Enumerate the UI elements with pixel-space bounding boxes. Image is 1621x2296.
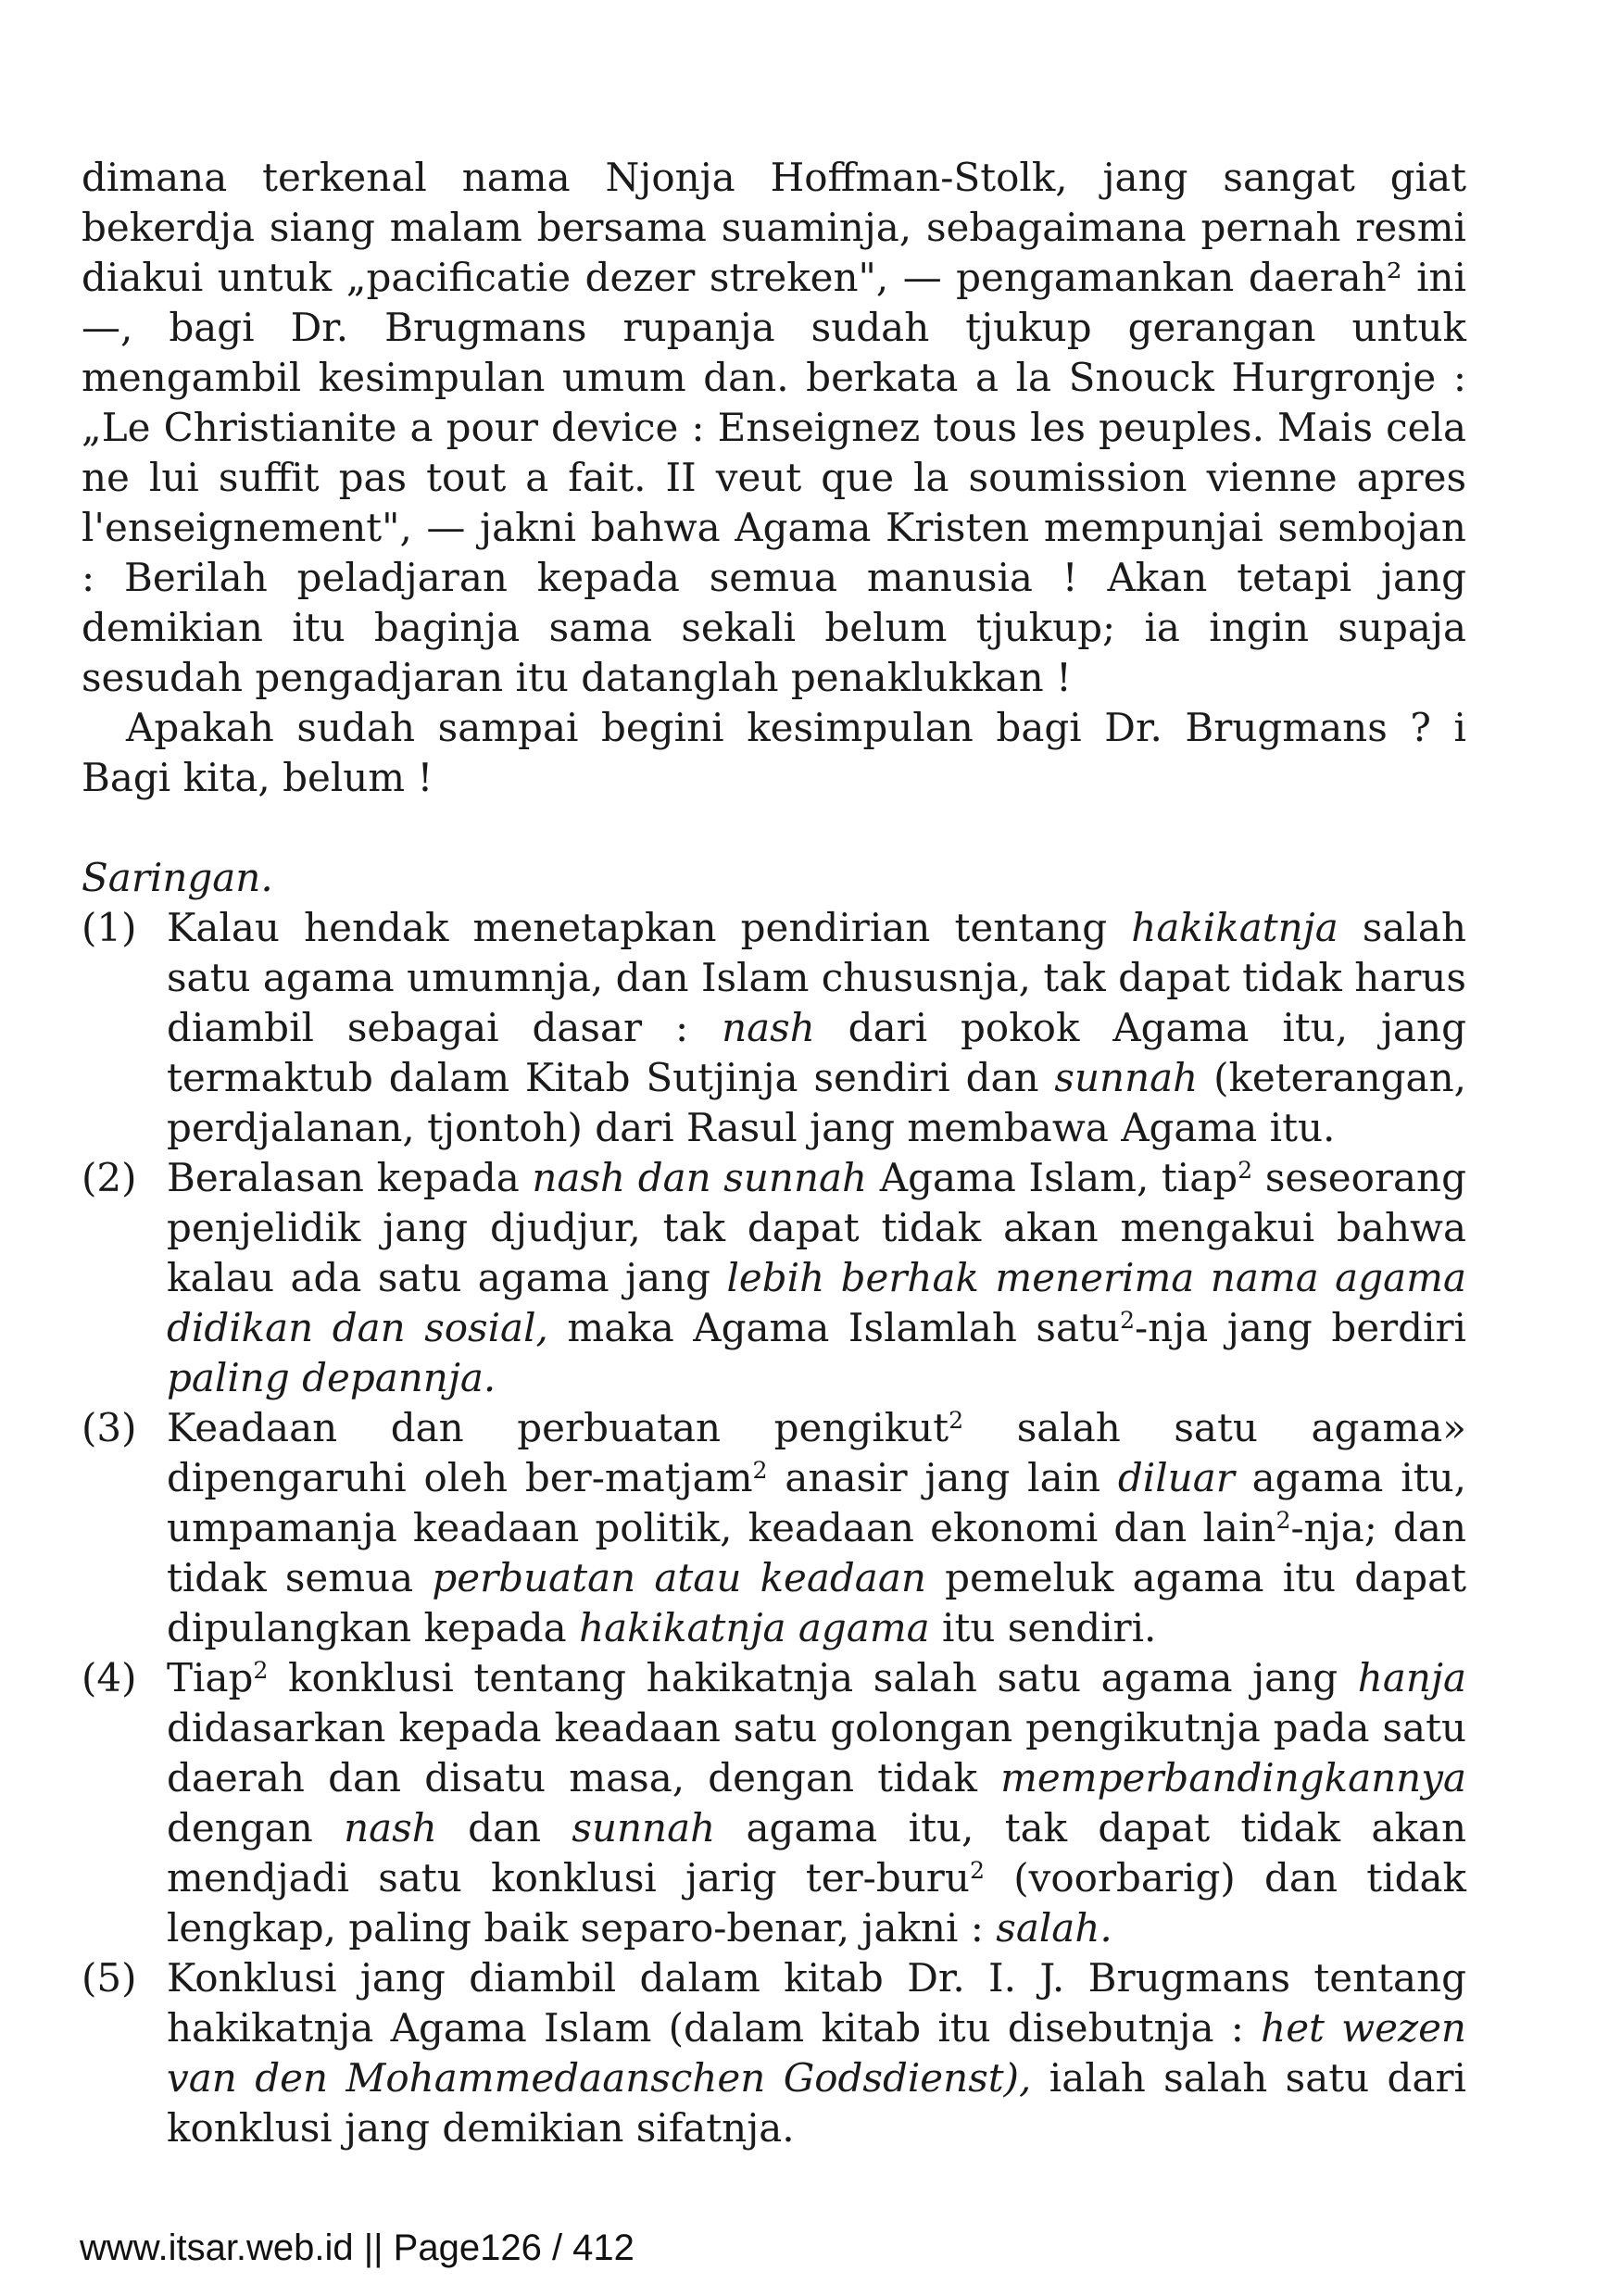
italic-text: hakikatnja bbox=[1131, 905, 1338, 950]
text-run: seseorang penjelidik jang djudjur, tak dapat tidak akan mengakui bahwa kalau ada satu agama jang bbox=[167, 1155, 1466, 1300]
superscript: 2 bbox=[253, 1657, 269, 1685]
saringan-heading: Saringan. bbox=[82, 855, 273, 900]
item-number: (2) bbox=[82, 1155, 137, 1200]
text-run: anasir jang lain bbox=[767, 1455, 1118, 1500]
italic-text: sunnah bbox=[572, 1805, 716, 1851]
superscript: 2 bbox=[1119, 1307, 1135, 1335]
text-run: salah satu agama umumnja, dan Islam chususnja, tak dapat tidak harus diambil sebagai dasar : bbox=[167, 905, 1466, 1050]
italic-text: diluar bbox=[1117, 1455, 1235, 1500]
item-number: (5) bbox=[82, 1955, 137, 2001]
saringan-item-4 bbox=[82, 1653, 1466, 1953]
text-run: pemeluk agama itu dapat dipulangkan kepada bbox=[167, 1555, 1466, 1650]
item-number: (1) bbox=[82, 905, 137, 950]
text-run: Konklusi jang diambil dalam kitab Dr. I. J. Brugmans tentang hakikatnja Agama Islam (dalam kitab itu disebutnja : bbox=[167, 1955, 1466, 2051]
text-run: ialah salah satu dari konklusi jang demikian sifatnja. bbox=[167, 2055, 1466, 2151]
superscript: 2 bbox=[949, 1407, 964, 1435]
paragraph-question: Apakah sudah sampai begini kesimpulan bagi Dr. Brugmans ? i Bagi kita, belum ! bbox=[82, 705, 1466, 800]
italic-text: memperbandingkannya bbox=[1000, 1755, 1466, 1800]
italic-text: nash dan sunnah bbox=[532, 1155, 868, 1200]
text-run: Beralasan kepada bbox=[167, 1155, 533, 1200]
italic-text: perbuatan atau keadaan bbox=[432, 1555, 926, 1600]
text-run: (keterangan, perdjalanan, tjontoh) dari Rasul jang membawa Agama itu. bbox=[167, 1055, 1466, 1150]
italic-text: hakikatnja agama bbox=[579, 1605, 930, 1650]
superscript: 2 bbox=[1238, 1157, 1253, 1185]
item-number: (4) bbox=[82, 1655, 137, 1700]
text-run: Kalau hendak menetapkan pendirian tentang bbox=[167, 905, 1132, 950]
saringan-item-2 bbox=[82, 1153, 1466, 1403]
text-run: Tiap bbox=[167, 1655, 254, 1700]
text-run: maka Agama Islamlah satu bbox=[547, 1305, 1120, 1350]
text-run: dari pokok Agama itu, jang termaktub dalam Kitab Sutjinja sendiri dan bbox=[167, 1005, 1466, 1100]
italic-text: salah. bbox=[996, 1905, 1112, 1951]
text-run: konklusi tentang hakikatnja salah satu agama jang bbox=[268, 1655, 1358, 1700]
text-run: Keadaan dan perbuatan pengikut bbox=[167, 1405, 949, 1450]
italic-text: paling depannja. bbox=[167, 1355, 496, 1400]
italic-text: sunnah bbox=[1054, 1055, 1199, 1100]
page-footer: www.itsar.web.id || Page126 / 412 bbox=[80, 2227, 635, 2268]
superscript: 2 bbox=[752, 1457, 768, 1485]
text-run: Agama Islam, tiap bbox=[867, 1155, 1238, 1200]
saringan-item-5 bbox=[82, 1953, 1466, 2153]
page-content bbox=[82, 153, 1466, 2153]
italic-text: hanja bbox=[1357, 1655, 1466, 1700]
saringan-item-3 bbox=[82, 1403, 1466, 1653]
italic-text: het wezen van den Mohammedaanschen Godsdienst), bbox=[167, 2005, 1466, 2101]
italic-text: lebih berhak menerima nama agama didikan dan sosial, bbox=[167, 1255, 1466, 1350]
text-run: (voorbarig) dan tidak lengkap, paling baik separo-benar, jakni : bbox=[167, 1855, 1466, 1951]
text-run: -nja; dan tidak semua bbox=[167, 1505, 1467, 1600]
saringan-list bbox=[82, 903, 1466, 2153]
item-number: (3) bbox=[82, 1405, 137, 1450]
text-run: didasarkan kepada keadaan satu golongan pengikutnja pada satu daerah dan disatu masa, dengan tidak bbox=[167, 1705, 1466, 1800]
saringan-item-1 bbox=[82, 903, 1466, 1153]
italic-text: nash bbox=[344, 1805, 437, 1851]
text-run: agama itu, umpamanja keadaan politik, keadaan ekonomi dan lain bbox=[167, 1455, 1466, 1550]
superscript: 2 bbox=[1275, 1507, 1291, 1535]
text-run: itu sendiri. bbox=[929, 1605, 1157, 1650]
paragraph-continued: dimana terkenal nama Njonja Hoffman-Stolk, jang sangat giat bekerdja siang malam bersama suaminja, sebagaimana pernah resmi diakui untuk „pacificatie dezer streken", — pengamankan daerah² ini —, bagi Dr. Brugmans rupanja sudah tjukup gerangan untuk mengambil kesimpulan umum dan. berkata a la Snouck Hurgronje : „Le Christianite a pour device : Enseignez tous les peuples. Mais cela ne lui suffit pas tout a fait. II veut que la soumission vienne apres l'enseignement", — jakni bahwa Agama Kristen mempunjai sembojan : Berilah peladjaran kepada semua manusia ! Akan tetapi jang demikian itu baginja sama sekali belum tjukup; ia ingin supaja sesudah pengadjaran itu datanglah penaklukkan ! bbox=[82, 155, 1466, 700]
text-run: -nja jang berdiri bbox=[1134, 1305, 1466, 1350]
text-run: agama itu, tak dapat tidak akan mendjadi satu konklusi jarig ter-buru bbox=[167, 1805, 1466, 1901]
text-run: dengan bbox=[167, 1805, 345, 1851]
superscript: 2 bbox=[969, 1857, 985, 1885]
italic-text: nash bbox=[722, 1005, 815, 1050]
text-run: dan bbox=[436, 1805, 572, 1851]
text-run: salah satu agama» dipengaruhi oleh ber-matjam bbox=[167, 1405, 1466, 1500]
